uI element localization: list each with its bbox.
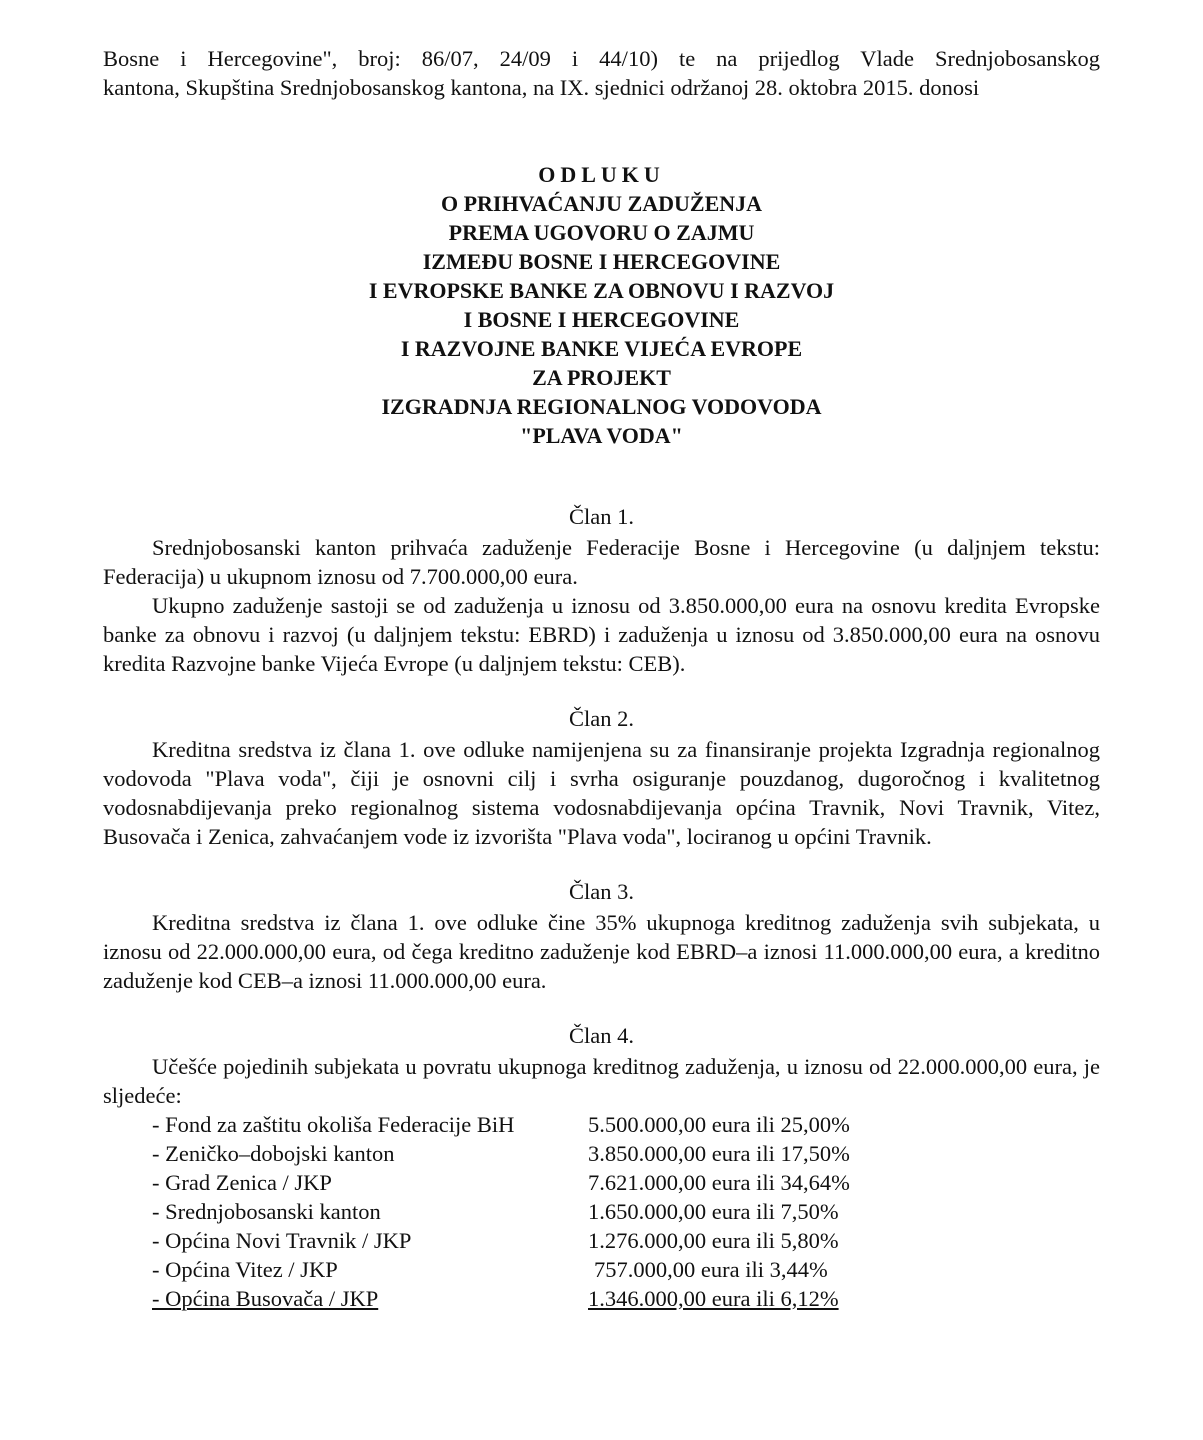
article-4-heading: Član 4. — [569, 1023, 634, 1048]
list-item-amount: 7.621.000,00 eura ili 34,64% — [588, 1170, 850, 1195]
title-line-1: ODLUKU — [538, 162, 665, 187]
intro-line-1: Bosne i Hercegovine", broj: 86/07, 24/09 i 44/10) te na prijedlog Vlade Srednjobosanskog — [103, 46, 1100, 71]
title-line-10: "PLAVA VODA" — [520, 423, 683, 448]
title-line-7: I RAZVOJNE BANKE VIJEĆA EVROPE — [400, 336, 803, 361]
list-item-name: - Općina Novi Travnik / JKP — [152, 1228, 412, 1253]
title-line-8: ZA PROJEKT — [532, 365, 671, 390]
article-1-heading: Član 1. — [569, 504, 634, 529]
list-item — [152, 1110, 952, 1139]
title-line-3: PREMA UGOVORU O ZAJMU — [448, 220, 755, 245]
intro-paragraph — [103, 44, 1100, 102]
article-4 — [103, 1021, 1100, 1313]
title-line-4: IZMEĐU BOSNE I HERCEGOVINE — [422, 249, 781, 274]
article-2-paragraph-1: Kreditna sredstva iz člana 1. ove odluke namijenjena su za finansiranje projekta Izgradnja regionalnog vodovoda "Plava voda", čiji je osnovni cilj i svrha osiguranje pouzdanog, dugoročnog i kvalitetnog vodosnabdijevanja preko regionalnog sistema vodosnabdijevanja općina Travnik, Novi Travnik, Vitez, Busovača i Zenica, zahvaćanjem vode iz izvorišta "Plava voda", lociranog u općini Travnik. — [103, 737, 1100, 849]
article-4-paragraph-1: Učešće pojedinih subjekata u povratu ukupnoga kreditnog zaduženja, u iznosu od 22.000.000,00 eura, je sljedeće: — [103, 1054, 1100, 1108]
repayment-share-list — [152, 1110, 952, 1313]
list-item-amount: 1.346.000,00 eura ili 6,12% — [588, 1286, 839, 1311]
list-item-amount: 1.650.000,00 eura ili 7,50% — [588, 1199, 839, 1224]
list-item-name: - Srednjobosanski kanton — [152, 1199, 381, 1224]
list-item-name: - Zeničko–dobojski kanton — [152, 1141, 395, 1166]
title-line-9: IZGRADNJA REGIONALNOG VODOVODA — [381, 394, 822, 419]
list-item — [152, 1139, 952, 1168]
list-item — [152, 1168, 952, 1197]
list-item — [152, 1197, 952, 1226]
list-item-amount: 3.850.000,00 eura ili 17,50% — [588, 1141, 850, 1166]
article-3 — [103, 877, 1100, 995]
list-item-name: - Grad Zenica / JKP — [152, 1170, 332, 1195]
article-3-heading: Član 3. — [569, 879, 634, 904]
article-2 — [103, 704, 1100, 851]
article-2-heading: Član 2. — [569, 706, 634, 731]
intro-line-2: kantona, Skupština Srednjobosanskog kantona, na IX. sjednici održanoj 28. oktobra 2015. donosi — [103, 75, 980, 100]
document-page — [103, 44, 1100, 1313]
list-item-name: - Općina Vitez / JKP — [152, 1257, 338, 1282]
article-1-paragraph-2: Ukupno zaduženje sastoji se od zaduženja u iznosu od 3.850.000,00 eura na osnovu kredita Evropske banke za obnovu i razvoj (u daljnjem tekstu: EBRD) i zaduženja u iznosu od 3.850.000,00 eura na osnovu kredita Razvojne banke Vijeća Evrope (u daljnjem tekstu: CEB). — [103, 593, 1100, 676]
list-item — [152, 1255, 952, 1284]
decision-title — [103, 160, 1100, 450]
list-item — [152, 1284, 952, 1313]
title-line-2: O PRIHVAĆANJU ZADUŽENJA — [440, 191, 763, 216]
list-item — [152, 1226, 952, 1255]
article-3-paragraph-1: Kreditna sredstva iz člana 1. ove odluke čine 35% ukupnoga kreditnog zaduženja svih subjekata, u iznosu od 22.000.000,00 eura, od čega kreditno zaduženje kod EBRD–a iznosi 11.000.000,00 eura, a kreditno zaduženje kod CEB–a iznosi 11.000.000,00 eura. — [103, 910, 1100, 993]
title-line-6: I BOSNE I HERCEGOVINE — [463, 307, 740, 332]
article-1 — [103, 502, 1100, 678]
list-item-name: - Fond za zaštitu okoliša Federacije BiH — [152, 1112, 515, 1137]
list-item-amount: 5.500.000,00 eura ili 25,00% — [588, 1112, 850, 1137]
list-item-name: - Općina Busovača / JKP — [152, 1286, 379, 1311]
list-item-amount: 757.000,00 eura ili 3,44% — [594, 1257, 828, 1282]
title-line-5: I EVROPSKE BANKE ZA OBNOVU I RAZVOJ — [368, 278, 835, 303]
article-1-paragraph-1: Srednjobosanski kanton prihvaća zaduženje Federacije Bosne i Hercegovine (u daljnjem tekstu: Federacija) u ukupnom iznosu od 7.700.000,00 eura. — [103, 535, 1100, 589]
list-item-amount: 1.276.000,00 eura ili 5,80% — [588, 1228, 839, 1253]
